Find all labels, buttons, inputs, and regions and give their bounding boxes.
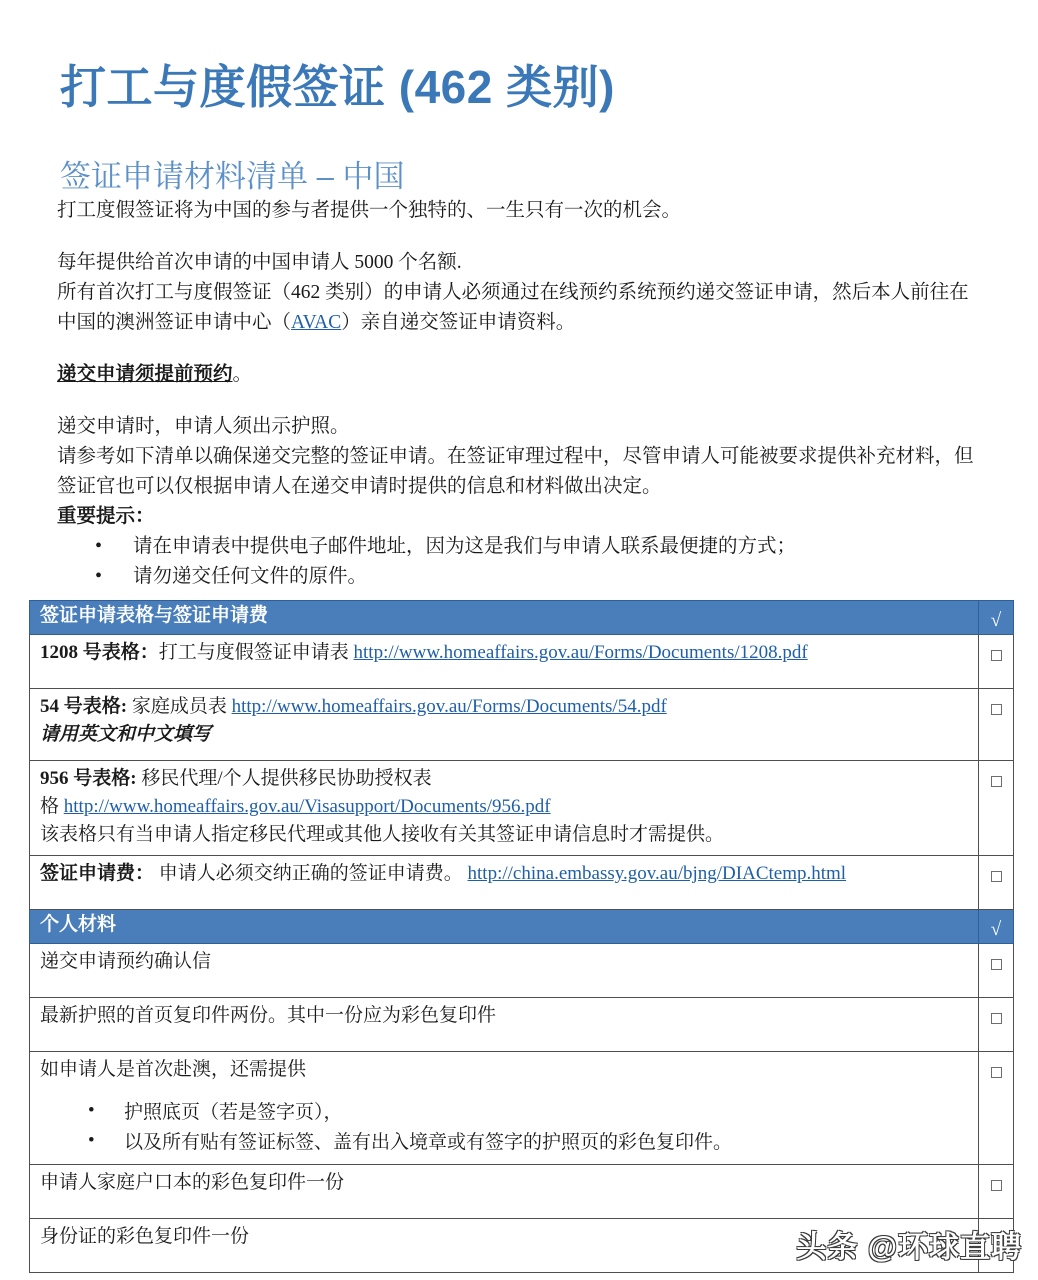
form-956-cell (30, 761, 979, 856)
page-title: 打工与度假签证 (462 类别) (60, 60, 615, 113)
checkbox-icon[interactable] (991, 776, 1002, 787)
section-header-label: 个人材料 (30, 910, 979, 944)
first-time-travel-text: 如申请人是首次赴澳，还需提供 (40, 1059, 307, 1080)
intro-paragraph-6: 请参考如下清单以确保递交完整的签证申请。在签证审理过程中，尽管申请人可能被要求提供补充材料，但签证官也可以仅根据申请人在递交申请时提供的信息和材料做出决定。 (57, 446, 974, 497)
spacer (57, 226, 987, 248)
appointment-notice (57, 360, 987, 390)
personal-doc-cell: 递交申请预约确认信 (30, 944, 979, 998)
visa-fee-text: 申请人必须交纳正确的签证申请费。 (154, 863, 468, 884)
important-tips-list (57, 532, 987, 592)
first-time-travel-cell (30, 1052, 979, 1165)
checkbox-icon[interactable] (991, 1013, 1002, 1024)
tick-column-header: √ (979, 601, 1014, 635)
first-time-travel-list (40, 1098, 970, 1158)
checkbox-cell[interactable] (979, 944, 1014, 998)
checklist-table (29, 600, 1014, 1273)
form-1208-text: 打工与度假签证申请表 (158, 642, 354, 663)
spacer (57, 338, 987, 360)
page-subtitle: 签证申请材料清单 – 中国 (60, 158, 405, 194)
checkbox-icon[interactable] (991, 871, 1002, 882)
table-row (30, 761, 1014, 856)
personal-doc-cell: 最新护照的首页复印件两份。其中一份应为彩色复印件 (30, 998, 979, 1052)
intro-paragraph-3 (57, 278, 987, 338)
form-956-link-prefix: 格 (40, 796, 64, 817)
table-row (30, 689, 1014, 761)
checkbox-cell[interactable] (979, 856, 1014, 910)
form-54-note: 请用英文和中文填写 (40, 724, 212, 745)
checkbox-cell[interactable] (979, 1165, 1014, 1219)
table-row (30, 1219, 1014, 1273)
intro-paragraph-2: 每年提供给首次申请的中国申请人 5000 个名额. (57, 252, 462, 273)
section-header-label: 签证申请表格与签证申请费 (30, 601, 979, 635)
list-item: • 请在申请表中提供电子邮件地址，因为这是我们与申请人联系最便捷的方式； (95, 532, 987, 562)
form-956-link[interactable]: http://www.homeaffairs.gov.au/Visasupport/Documents/956.pdf (63, 796, 551, 817)
checkbox-icon[interactable] (991, 650, 1002, 661)
checkbox-cell[interactable] (979, 1219, 1014, 1273)
visa-fee-label: 签证申请费： (40, 863, 155, 884)
spacer (57, 390, 987, 412)
table-row (30, 1165, 1014, 1219)
intro-section (57, 196, 987, 592)
visa-fee-link[interactable]: http://china.embassy.gov.au/bjng/DIACtemp.html (467, 863, 847, 884)
appointment-notice-emphasis: 递交申请须提前预约 (57, 364, 233, 385)
form-54-cell (30, 689, 979, 761)
checkbox-cell[interactable] (979, 998, 1014, 1052)
form-54-text: 家庭成员表 (127, 696, 232, 717)
tick-column-header: √ (979, 910, 1014, 944)
table-section-header (30, 601, 1014, 635)
checkbox-icon[interactable] (991, 1180, 1002, 1191)
checkbox-cell[interactable] (979, 635, 1014, 689)
important-tips-title: 重要提示： (57, 506, 155, 527)
list-item: • 以及所有贴有签证标签、盖有出入境章或有签字的护照页的彩色复印件。 (88, 1128, 970, 1158)
form-956-note: 该表格只有当申请人指定移民代理或其他人接收有关其签证申请信息时才需提供。 (40, 824, 725, 845)
table-row (30, 856, 1014, 910)
watermark: 头条 @环球直聘 (796, 1231, 1022, 1264)
form-1208-cell (30, 635, 979, 689)
checkbox-icon[interactable] (991, 1234, 1002, 1245)
avac-link[interactable]: AVAC (291, 312, 342, 333)
list-item: • 请勿递交任何文件的原件。 (95, 562, 987, 592)
list-item: • 护照底页（若是签字页）， (88, 1098, 970, 1128)
form-956-label: 956 号表格: (40, 768, 137, 789)
table-row (30, 1052, 1014, 1165)
intro-paragraph-5: 递交申请时，申请人须出示护照。 (57, 416, 350, 437)
checkbox-icon[interactable] (991, 959, 1002, 970)
form-956-link-line (40, 793, 970, 821)
intro-paragraph-1: 打工度假签证将为中国的参与者提供一个独特的、一生只有一次的机会。 (57, 200, 682, 221)
form-1208-label: 1208 号表格： (40, 642, 159, 663)
table-row (30, 635, 1014, 689)
form-54-link[interactable]: http://www.homeaffairs.gov.au/Forms/Documents/54.pdf (231, 696, 667, 717)
checkbox-icon[interactable] (991, 704, 1002, 715)
intro-p3-before: 所有首次打工与度假签证（462 类别）的申请人必须通过在线预约系统预约递交签证申请，然后本人前往在中国的澳洲签证申请中心（ (57, 282, 969, 333)
checkbox-cell[interactable] (979, 1052, 1014, 1165)
appointment-notice-rest: 。 (232, 364, 253, 385)
personal-doc-cell: 申请人家庭户口本的彩色复印件一份 (30, 1165, 979, 1219)
form-1208-link[interactable]: http://www.homeaffairs.gov.au/Forms/Documents/1208.pdf (353, 642, 808, 663)
table-section-header (30, 910, 1014, 944)
checkbox-cell[interactable] (979, 761, 1014, 856)
checkbox-cell[interactable] (979, 689, 1014, 761)
personal-doc-cell: 身份证的彩色复印件一份 (30, 1219, 979, 1273)
visa-fee-cell (30, 856, 979, 910)
form-54-label: 54 号表格: (40, 696, 128, 717)
intro-p3-after: ）亲自递交签证申请资料。 (341, 312, 576, 333)
table-row (30, 998, 1014, 1052)
form-956-text: 移民代理/个人提供移民协助授权表 (136, 768, 432, 789)
table-row (30, 944, 1014, 998)
checkbox-icon[interactable] (991, 1067, 1002, 1078)
